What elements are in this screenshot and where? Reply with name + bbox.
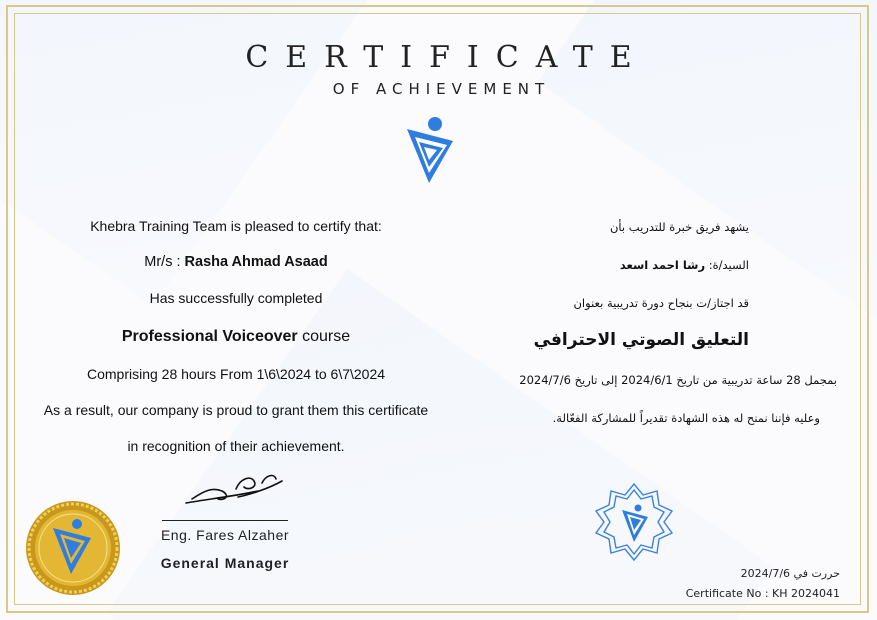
english-result-line1: As a result, our company is proud to grant them this certificate xyxy=(43,402,429,418)
arabic-recipient-name: رشا احمد اسعد xyxy=(619,258,706,272)
course-name: Professional Voiceover xyxy=(121,328,298,345)
signer-name: Eng. Fares Alzaher xyxy=(160,527,290,543)
course-suffix: course xyxy=(297,328,351,345)
english-course-line xyxy=(40,328,432,346)
name-prefix: Mr/s : xyxy=(144,254,185,270)
recipient-name: Rasha Ahmad Asaad xyxy=(184,254,328,270)
issue-date: حررت في 2024/7/6 xyxy=(740,567,840,580)
arabic-grant: وعليه فإننا نمنح له هذه الشهادة تقديراً للمشاركة الفعّالة. xyxy=(552,411,820,425)
arabic-name-prefix: السيد/ة: xyxy=(705,258,749,272)
certificate-title: CERTIFICATE xyxy=(245,40,649,75)
english-intro: Khebra Training Team is pleased to certify that: xyxy=(90,218,382,234)
signature-icon xyxy=(178,469,288,513)
arabic-course-name: التعليق الصوتي الاحترافي xyxy=(533,330,749,350)
certificate-number: Certificate No : KH 2024041 xyxy=(685,587,840,600)
arabic-intro: يشهد فريق خبرة للتدريب بأن xyxy=(609,220,749,234)
gold-seal-icon xyxy=(25,500,121,596)
certificate-subtitle: OF ACHIEVEMENT xyxy=(332,80,551,98)
blue-seal-icon xyxy=(594,482,674,562)
signer-role: General Manager xyxy=(160,555,290,571)
english-comprising: Comprising 28 hours From 1\6\2024 to 6\7\2024 xyxy=(86,366,386,382)
english-name-line xyxy=(40,254,432,270)
arabic-name-line xyxy=(419,258,749,272)
arabic-hours: بمجمل 28 ساعة تدريبية من تاريخ 2024/6/1 إلى تاريخ 2024/7/6 xyxy=(519,373,837,387)
khebra-logo-icon xyxy=(405,115,459,185)
signature-line xyxy=(162,520,288,521)
english-completed: Has successfully completed xyxy=(149,290,323,306)
arabic-passed: قد اجتاز/ت بنجاح دورة تدريبية بعنوان xyxy=(573,296,749,310)
english-result-line2: in recognition of their achievement. xyxy=(127,438,345,454)
